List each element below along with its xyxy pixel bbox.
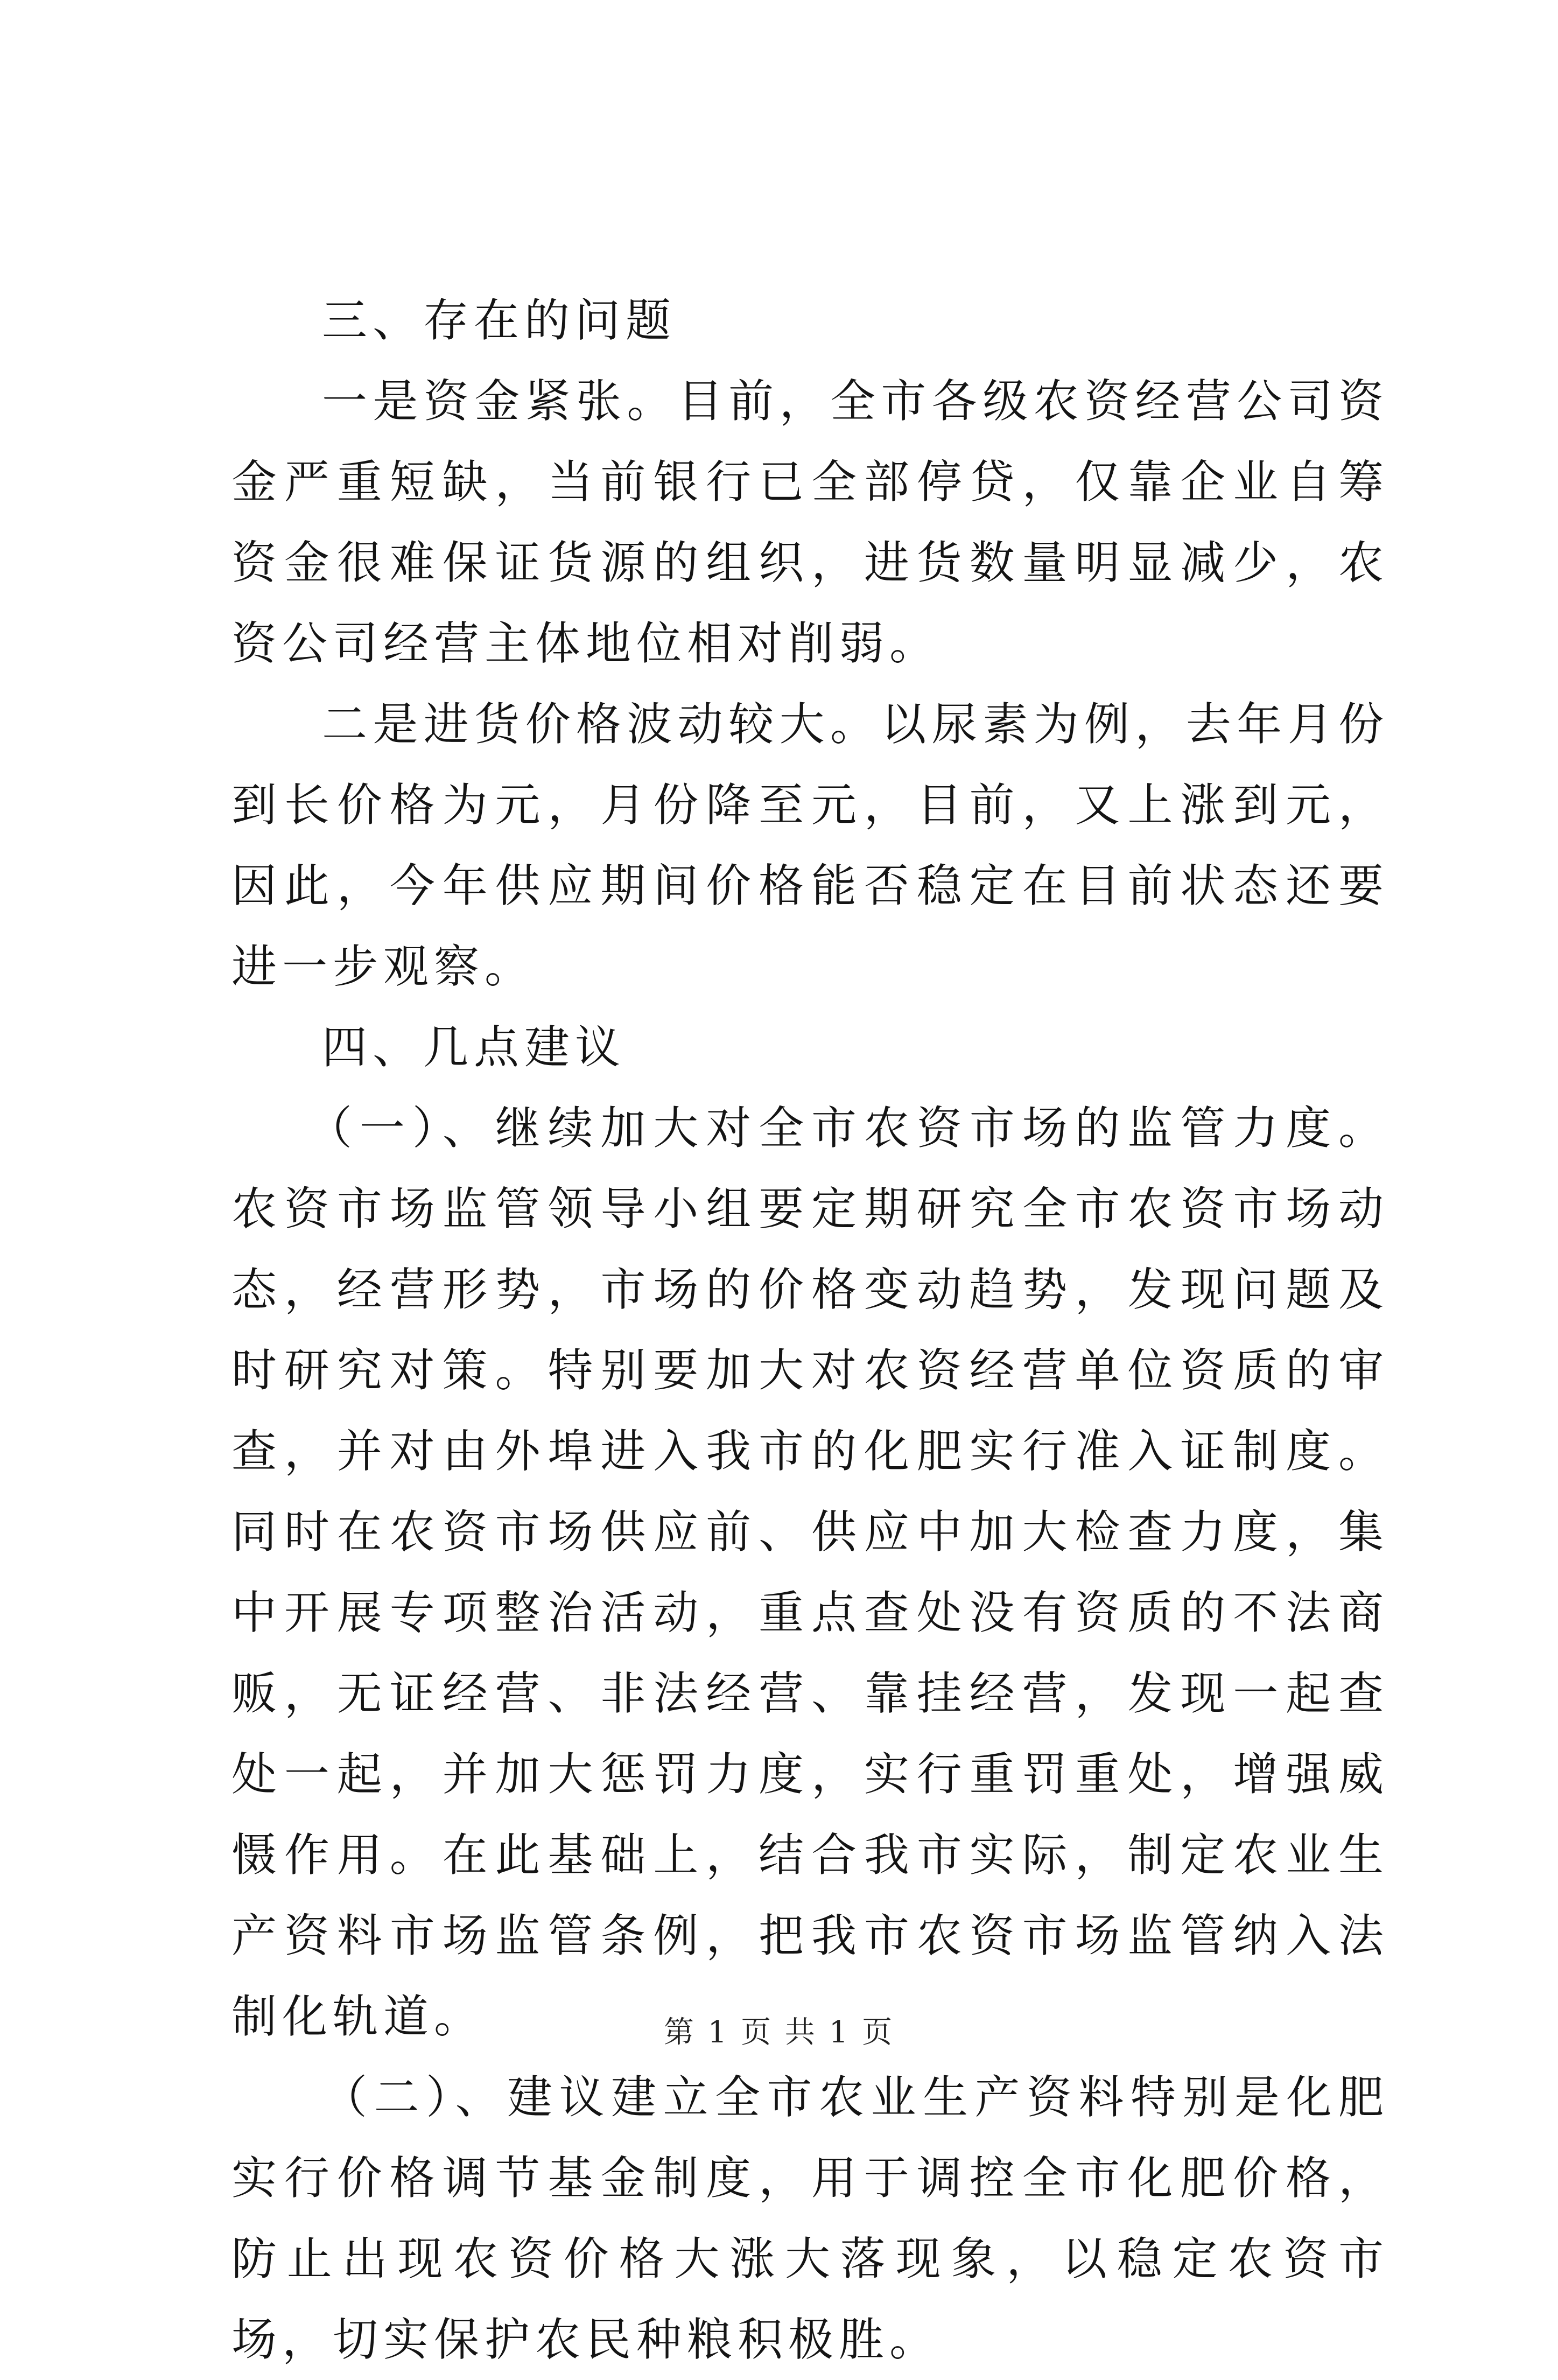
document-body [231,280,1389,2380]
section-heading-suggestions: 四、几点建议 [322,1021,626,1074]
paragraph-suggestion-supervision: （一）、继续加大对全市农资市场的监管力度。农资市场监管领导小组要定期研究全市农资市场动态，经营形势，市场的价格变动趋势，发现问题及时研究对策。特别要加大对农资经营单位资质的审查，并对由外埠进入我市的化肥实行准入证制度。同时在农资市场供应前、供应中加大检查力度，集中开展专项整治活动，重点查处没有资质的不法商贩，无证经营、非法经营、靠挂经营，发现一起查处一起，并加大惩罚力度，实行重罚重处，增强威慑作用。在此基础上，结合我市实际，制定农业生产资料市场监管条例，把我市农资市场监管纳入法制化轨道。 [231,1102,1389,2043]
paragraph-suggestion-price-fund: （二）、建议建立全市农业生产资料特别是化肥实行价格调节基金制度，用于调控全市化肥价格，防止出现农资价格大涨大落现象，以稳定农资市场，切实保护农民种粮积极胜。 [231,2071,1389,2366]
paragraph-price-volatility: 二是进货价格波动较大。以尿素为例，去年月份到长价格为元，月份降至元，目前，又上涨到元，因此，今年供应期间价格能否稳定在目前状态还要进一步观察。 [231,698,1389,993]
page-number-footer: 第 1 页 共 1 页 [663,2015,895,2050]
paragraph-funding-shortage: 一是资金紧张。目前，全市各级农资经营公司资金严重短缺，当前银行已全部停贷，仅靠企业自筹资金很难保证货源的组织，进货数量明显减少，农资公司经营主体地位相对削弱。 [231,375,1389,670]
section-heading-problems: 三、存在的问题 [322,294,677,347]
